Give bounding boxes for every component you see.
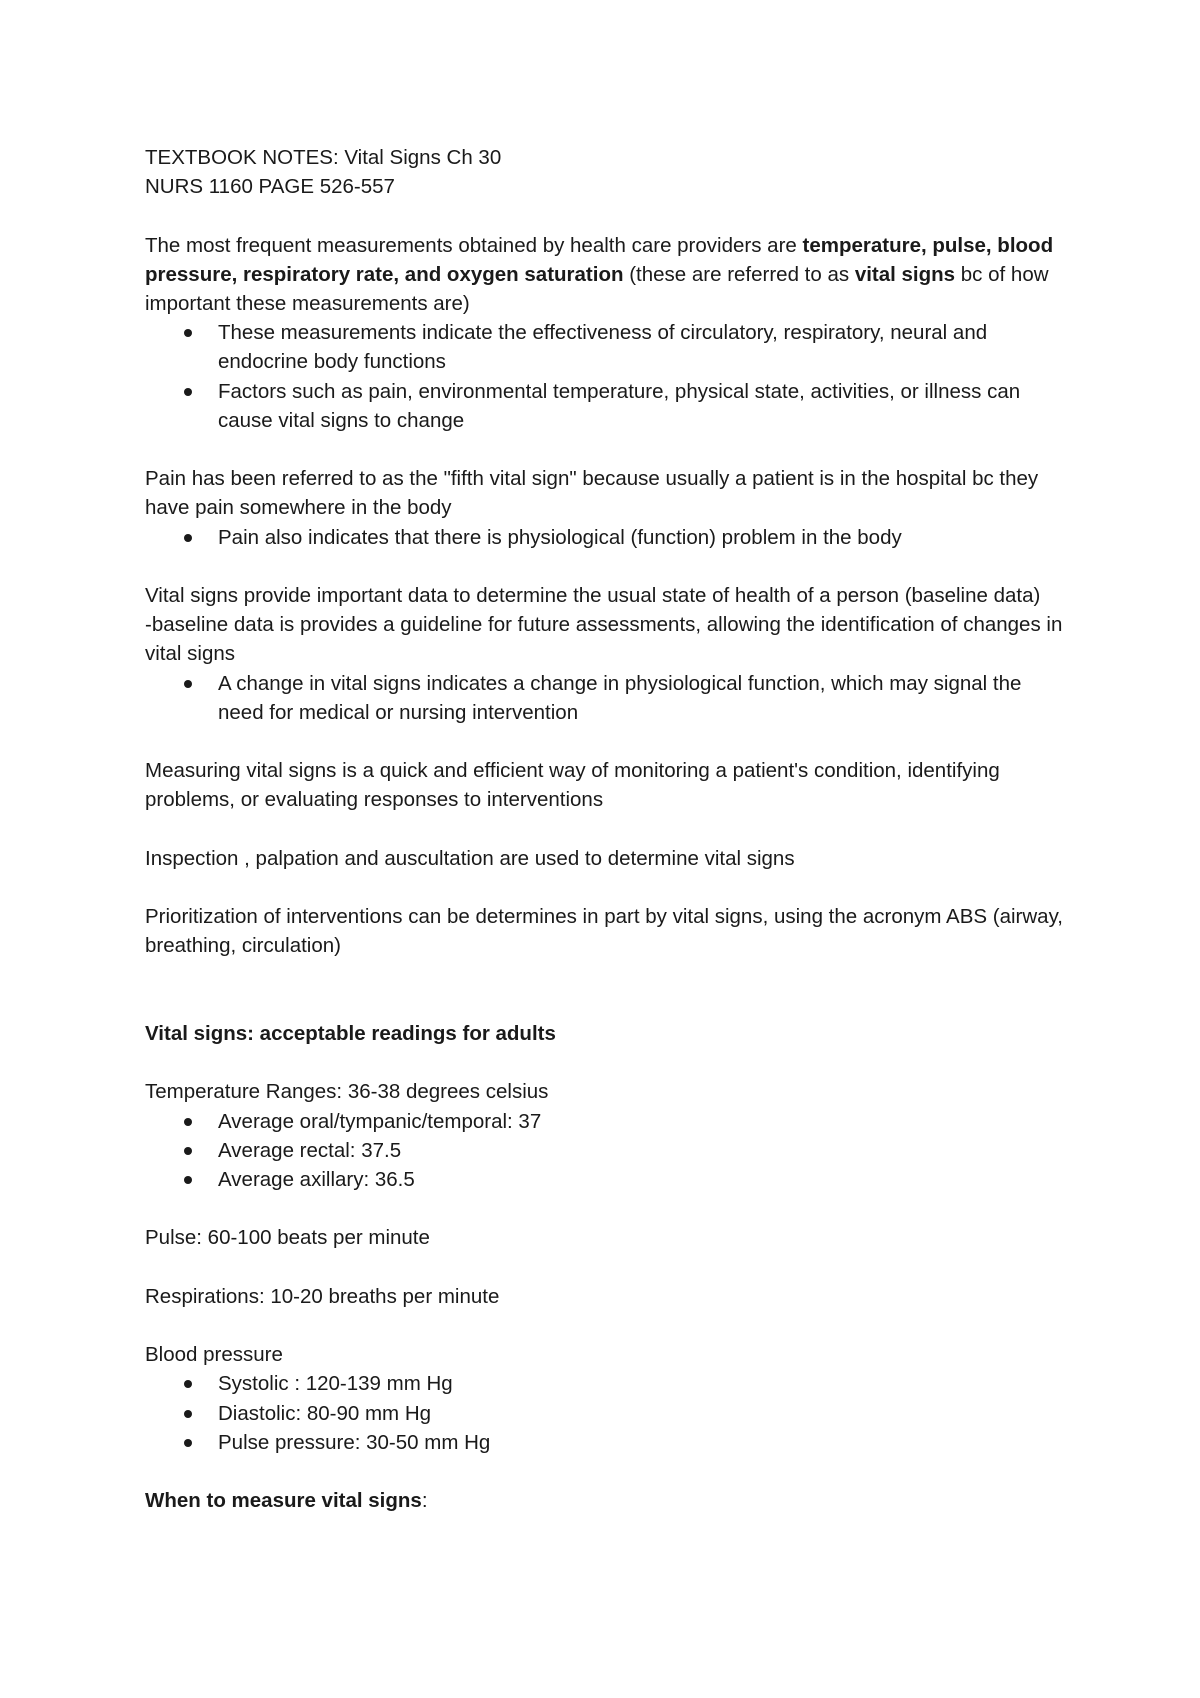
blood-pressure-label: Blood pressure [145, 1343, 283, 1367]
document-title: TEXTBOOK NOTES: Vital Signs Ch 30 [145, 146, 502, 169]
list-item: Factors such as pain, environmental temperature, physical state, activities, or illness can cause vital signs to change [145, 377, 1065, 435]
intro-paragraph: The most frequent measurements obtained by health care providers are temperature, pulse, blood pressure, respiratory rate, and oxygen saturation (these are referred to as vital signs bc of how important these measurements are) [145, 233, 1054, 315]
document-body [145, 143, 1065, 1515]
prioritization-paragraph: Prioritization of interventions can be determines in part by vital signs, using the acronym ABS (airway, breathing, circulation) [145, 905, 1063, 958]
temperature-ranges: Temperature Ranges: 36-38 degrees celsius [145, 1080, 549, 1104]
list-item: Pulse pressure: 30-50 mm Hg [145, 1428, 1065, 1457]
temperature-bullet-list [145, 1107, 1065, 1195]
bold-measurements: temperature, pulse, blood pressure, respiratory rate, and oxygen saturation [145, 233, 1054, 286]
list-item: Average rectal: 37.5 [145, 1136, 1065, 1165]
list-item: A change in vital signs indicates a change in physiological function, which may signal the need for medical or nursing intervention [145, 669, 1065, 727]
respirations-range: Respirations: 10-20 breaths per minute [145, 1284, 500, 1308]
intro-bullet-list [145, 318, 1065, 435]
pain-paragraph: Pain has been referred to as the "fifth vital sign" because usually a patient is in the hospital bc they have pain somewhere in the body [145, 467, 1039, 520]
bold-vital-signs: vital signs [854, 262, 956, 286]
when-heading: When to measure vital signs: [145, 1489, 428, 1513]
baseline-bullet-list [145, 669, 1065, 727]
readings-heading: Vital signs: acceptable readings for adults [145, 1021, 556, 1045]
measuring-paragraph: Measuring vital signs is a quick and efficient way of monitoring a patient's condition, identifying problems, or evaluating responses to interventions [145, 759, 1000, 812]
list-item: Diastolic: 80-90 mm Hg [145, 1399, 1065, 1428]
baseline-guideline: -baseline data is provides a guideline for future assessments, allowing the identification of changes in vital signs [145, 613, 1063, 666]
course-reference: NURS 1160 PAGE 526-557 [145, 175, 395, 199]
list-item: Average oral/tympanic/temporal: 37 [145, 1107, 1065, 1136]
pain-bullet-list [145, 523, 1065, 552]
list-item: These measurements indicate the effectiveness of circulatory, respiratory, neural and endocrine body functions [145, 318, 1065, 376]
inspection-paragraph: Inspection , palpation and auscultation are used to determine vital signs [145, 846, 795, 870]
baseline-paragraph: Vital signs provide important data to determine the usual state of health of a person (baseline data) [145, 584, 1041, 607]
list-item: Pain also indicates that there is physiological (function) problem in the body [145, 523, 1065, 552]
list-item: Systolic : 120-139 mm Hg [145, 1369, 1065, 1398]
pulse-range: Pulse: 60-100 beats per minute [145, 1226, 430, 1250]
blood-pressure-bullet-list [145, 1369, 1065, 1457]
list-item: Average axillary: 36.5 [145, 1165, 1065, 1194]
